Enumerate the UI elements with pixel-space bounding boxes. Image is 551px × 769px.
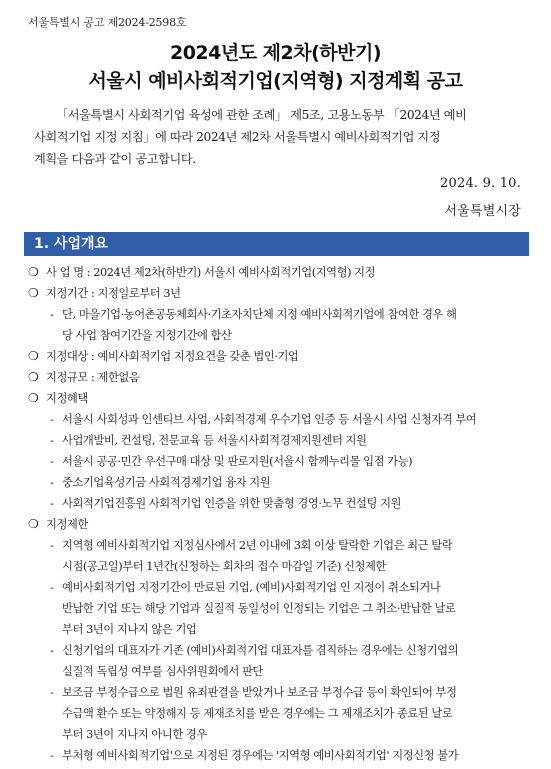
circle-bullet-icon: ❍ <box>28 391 39 405</box>
intro-paragraph <box>34 104 524 170</box>
dash-icon: - <box>50 308 54 321</box>
dash-icon: - <box>50 644 54 657</box>
dash-icon: - <box>50 434 54 447</box>
title-line-1: 2024년도 제2차(하반기) <box>169 42 382 64</box>
benefit-item: - 중소기업육성기금 사회적경제기업 융자 지원 <box>28 472 528 493</box>
circle-bullet-icon: ❍ <box>28 370 39 384</box>
item-period: ❍ 지정기간 : 지정일로부터 3년 <box>28 283 528 304</box>
benefit-item: - 사회적기업진흥원 사회적기업 인증을 위한 맞춤형 경영·노무 컨설팅 지원 <box>28 493 528 514</box>
restriction-item-cont: 실질적 독립성 여부를 심사위원회에서 판단 <box>62 665 263 678</box>
period-note-cont: 당 사업 참여기간을 지정기간에 합산 <box>62 329 232 342</box>
circle-bullet-icon: ❍ <box>28 286 39 300</box>
item-restrictions: ❍ 지정제한 <box>28 514 528 535</box>
dash-icon: - <box>50 686 54 699</box>
circle-bullet-icon: ❍ <box>28 517 39 531</box>
dash-icon: - <box>50 413 54 426</box>
circle-bullet-icon: ❍ <box>28 265 39 279</box>
restriction-item: - 부처형 예비사회적기업'으로 지정된 경우에는 '지역형 예비사회적기업' 지정신청 불가 <box>28 745 528 766</box>
notice-number: 서울특별시 공고 제2024-2598호 <box>28 16 187 29</box>
announcement-date: 2024. 9. 10. <box>440 176 521 191</box>
issuer: 서울특별시장 <box>444 204 521 219</box>
restriction-item: - 지역형 예비사회적기업 지정심사에서 2년 이내에 3회 이상 탈락한 기업은 최근 탈락 <box>28 535 528 556</box>
dash-icon: - <box>50 476 54 489</box>
restriction-item-cont: 수급액 환수 또는 약정해지 등 제재조치를 받은 경우에는 그 제재조치가 종료된 날로 <box>62 707 453 720</box>
dash-icon: - <box>50 581 54 594</box>
benefit-item: - 사업개발비, 컨설팅, 전문교육 등 서울시사회적경제지원센터 지원 <box>28 430 528 451</box>
restriction-item-cont: 부터 3년이 지나지 않은 기업 <box>62 623 197 636</box>
title-line-2: 서울시 예비사회적기업(지역형) 지정계획 공고 <box>88 70 463 92</box>
restriction-item-cont: 부터 3년이 지나지 아니한 경우 <box>62 728 207 741</box>
intro-line: 「서울특별시 사회적기업 육성에 관한 조례」 제5조, 고용노동부 「2024년 예비 <box>56 108 467 122</box>
dash-icon: - <box>50 497 54 510</box>
dash-icon: - <box>50 749 54 762</box>
intro-line: 계획을 다음과 같이 공고합니다. <box>34 152 196 166</box>
restriction-item: - 예비사회적기업 지정기간이 만료된 기업, (예비)사회적기업 인 지정이 취소되거나 <box>28 577 528 598</box>
dash-icon: - <box>50 455 54 468</box>
item-business-name: ❍ 사 업 명 : 2024년 제2차(하반기) 서울시 예비사회적기업(지역형) 지정 <box>28 262 528 283</box>
restriction-item-cont: 반납한 기업 또는 해당 기업과 실질적 동일성이 인정되는 기업은 그 취소·반납한 날로 <box>62 602 456 615</box>
restriction-item: - 보조금 부정수급으로 법원 유죄판결을 받았거나 보조금 부정수급 등이 확인되어 부정 <box>28 682 528 703</box>
benefit-item: - 서울시 사회성과 인센티브 사업, 사회적경제 우수기업 인증 등 서울시 사업 신청자격 부여 <box>28 409 528 430</box>
circle-bullet-icon: ❍ <box>28 349 39 363</box>
restriction-item-cont: 시점(공고일)부터 1년간(신청하는 회차의 접수 마감일 기준) 신청제한 <box>62 560 386 573</box>
item-scale: ❍ 지정규모 : 제한없음 <box>28 367 528 388</box>
restriction-item: - 신청기업의 대표자가 기존 (예비)사회적기업 대표자를 겸직하는 경우에는 신청기업의 <box>28 640 528 661</box>
intro-line: 사회적기업 지정 지침」에 따라 2024년 제2차 서울특별시 예비사회적기업 지정 <box>34 130 441 144</box>
benefit-item: - 서울시 공공·민간 우선구매 대상 및 판로지원(서울시 함께누리몰 입점 가능) <box>28 451 528 472</box>
item-benefits: ❍ 지정혜택 <box>28 388 528 409</box>
item-target: ❍ 지정대상 : 예비사회적기업 지정요건을 갖춘 법인·기업 <box>28 346 528 367</box>
section-header: 1. 사업개요 <box>24 232 529 256</box>
section-body <box>28 262 528 766</box>
period-note: - 단, 마을기업·농어촌공동체회사·기초자치단체 지정 예비사회적기업에 참여한 경우 해 <box>28 304 528 325</box>
dash-icon: - <box>50 539 54 552</box>
